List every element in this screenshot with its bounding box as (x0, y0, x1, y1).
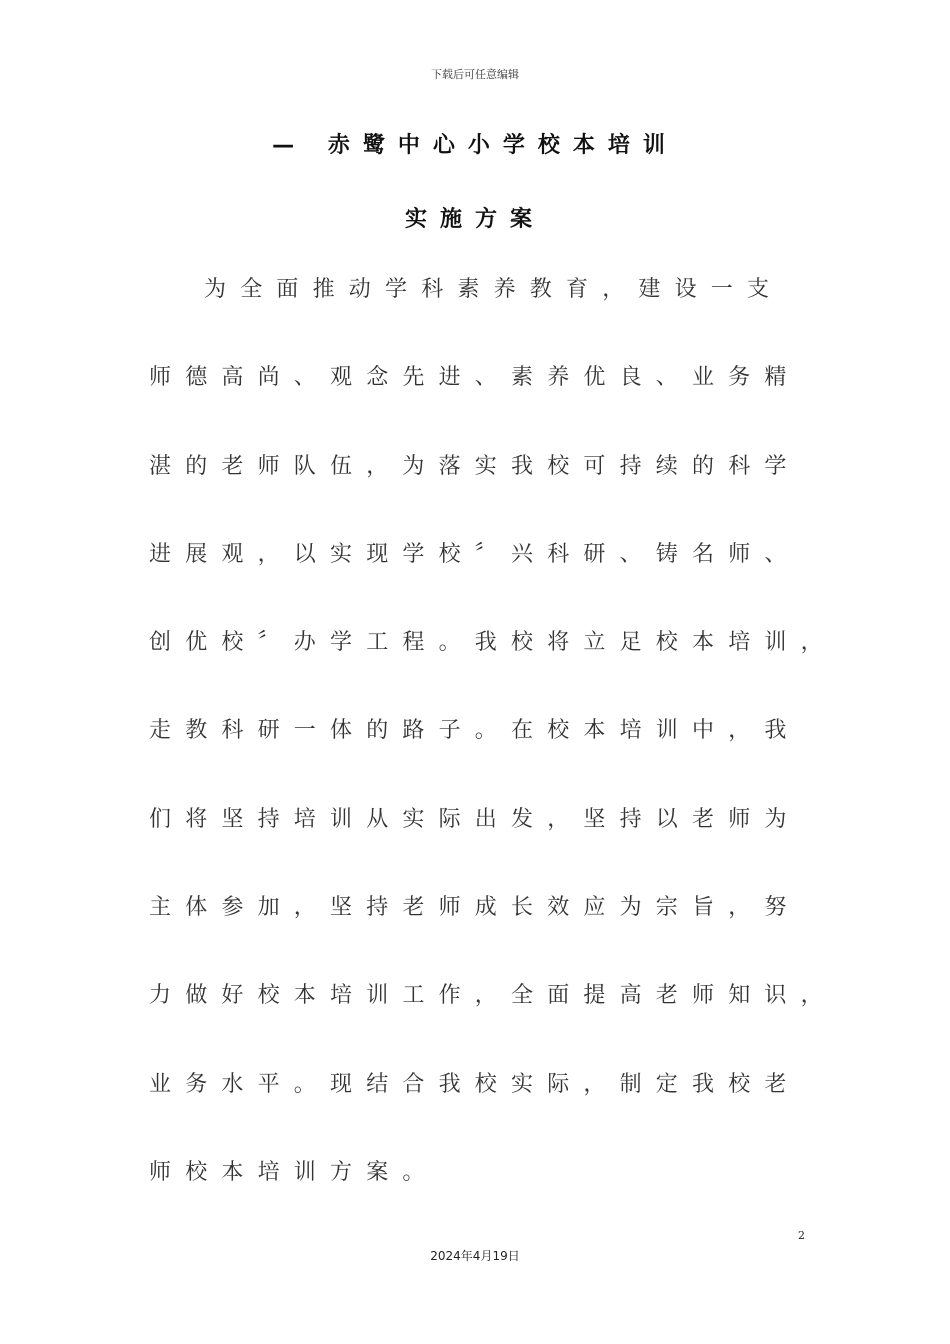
body-line: 进展观，以实现学校〞兴科研、铸名师、 (149, 541, 801, 567)
document-title-line-2: 实施方案 (404, 207, 545, 232)
body-line: 师德高尚、观念先进、素养优良、业务精 (149, 365, 801, 391)
page-number: 2 (798, 1229, 805, 1242)
body-line: 主体参加，坚持老师成长效应为宗旨，努 (149, 895, 801, 921)
body-line: 业务水平。现结合我校实际，制定我校老 (149, 1071, 801, 1097)
body-line: 走教科研一体的路子。在校本培训中，我 (149, 718, 801, 744)
body-paragraph (149, 270, 839, 1241)
body-line: 力做好校本培训工作，全面提高老师知识， (149, 983, 837, 1009)
body-line: 们将坚持培训从实际出发，坚持以老师为 (149, 806, 801, 832)
body-line: 湛的老师队伍，为落实我校可持续的科学 (149, 453, 801, 479)
header-note: 下载后可任意编辑 (431, 68, 519, 81)
body-line: 师校本培训方案。 (149, 1159, 439, 1185)
body-line: 创优校〞办学工程。我校将立足校本培训， (149, 630, 837, 656)
document-title-line-1: — 赤鹭中心小学校本培训 (272, 133, 678, 158)
body-line: 为全面推动学科素养教育，建设一支 (204, 277, 784, 302)
footer-date: 2024年4月19日 (430, 1249, 520, 1263)
